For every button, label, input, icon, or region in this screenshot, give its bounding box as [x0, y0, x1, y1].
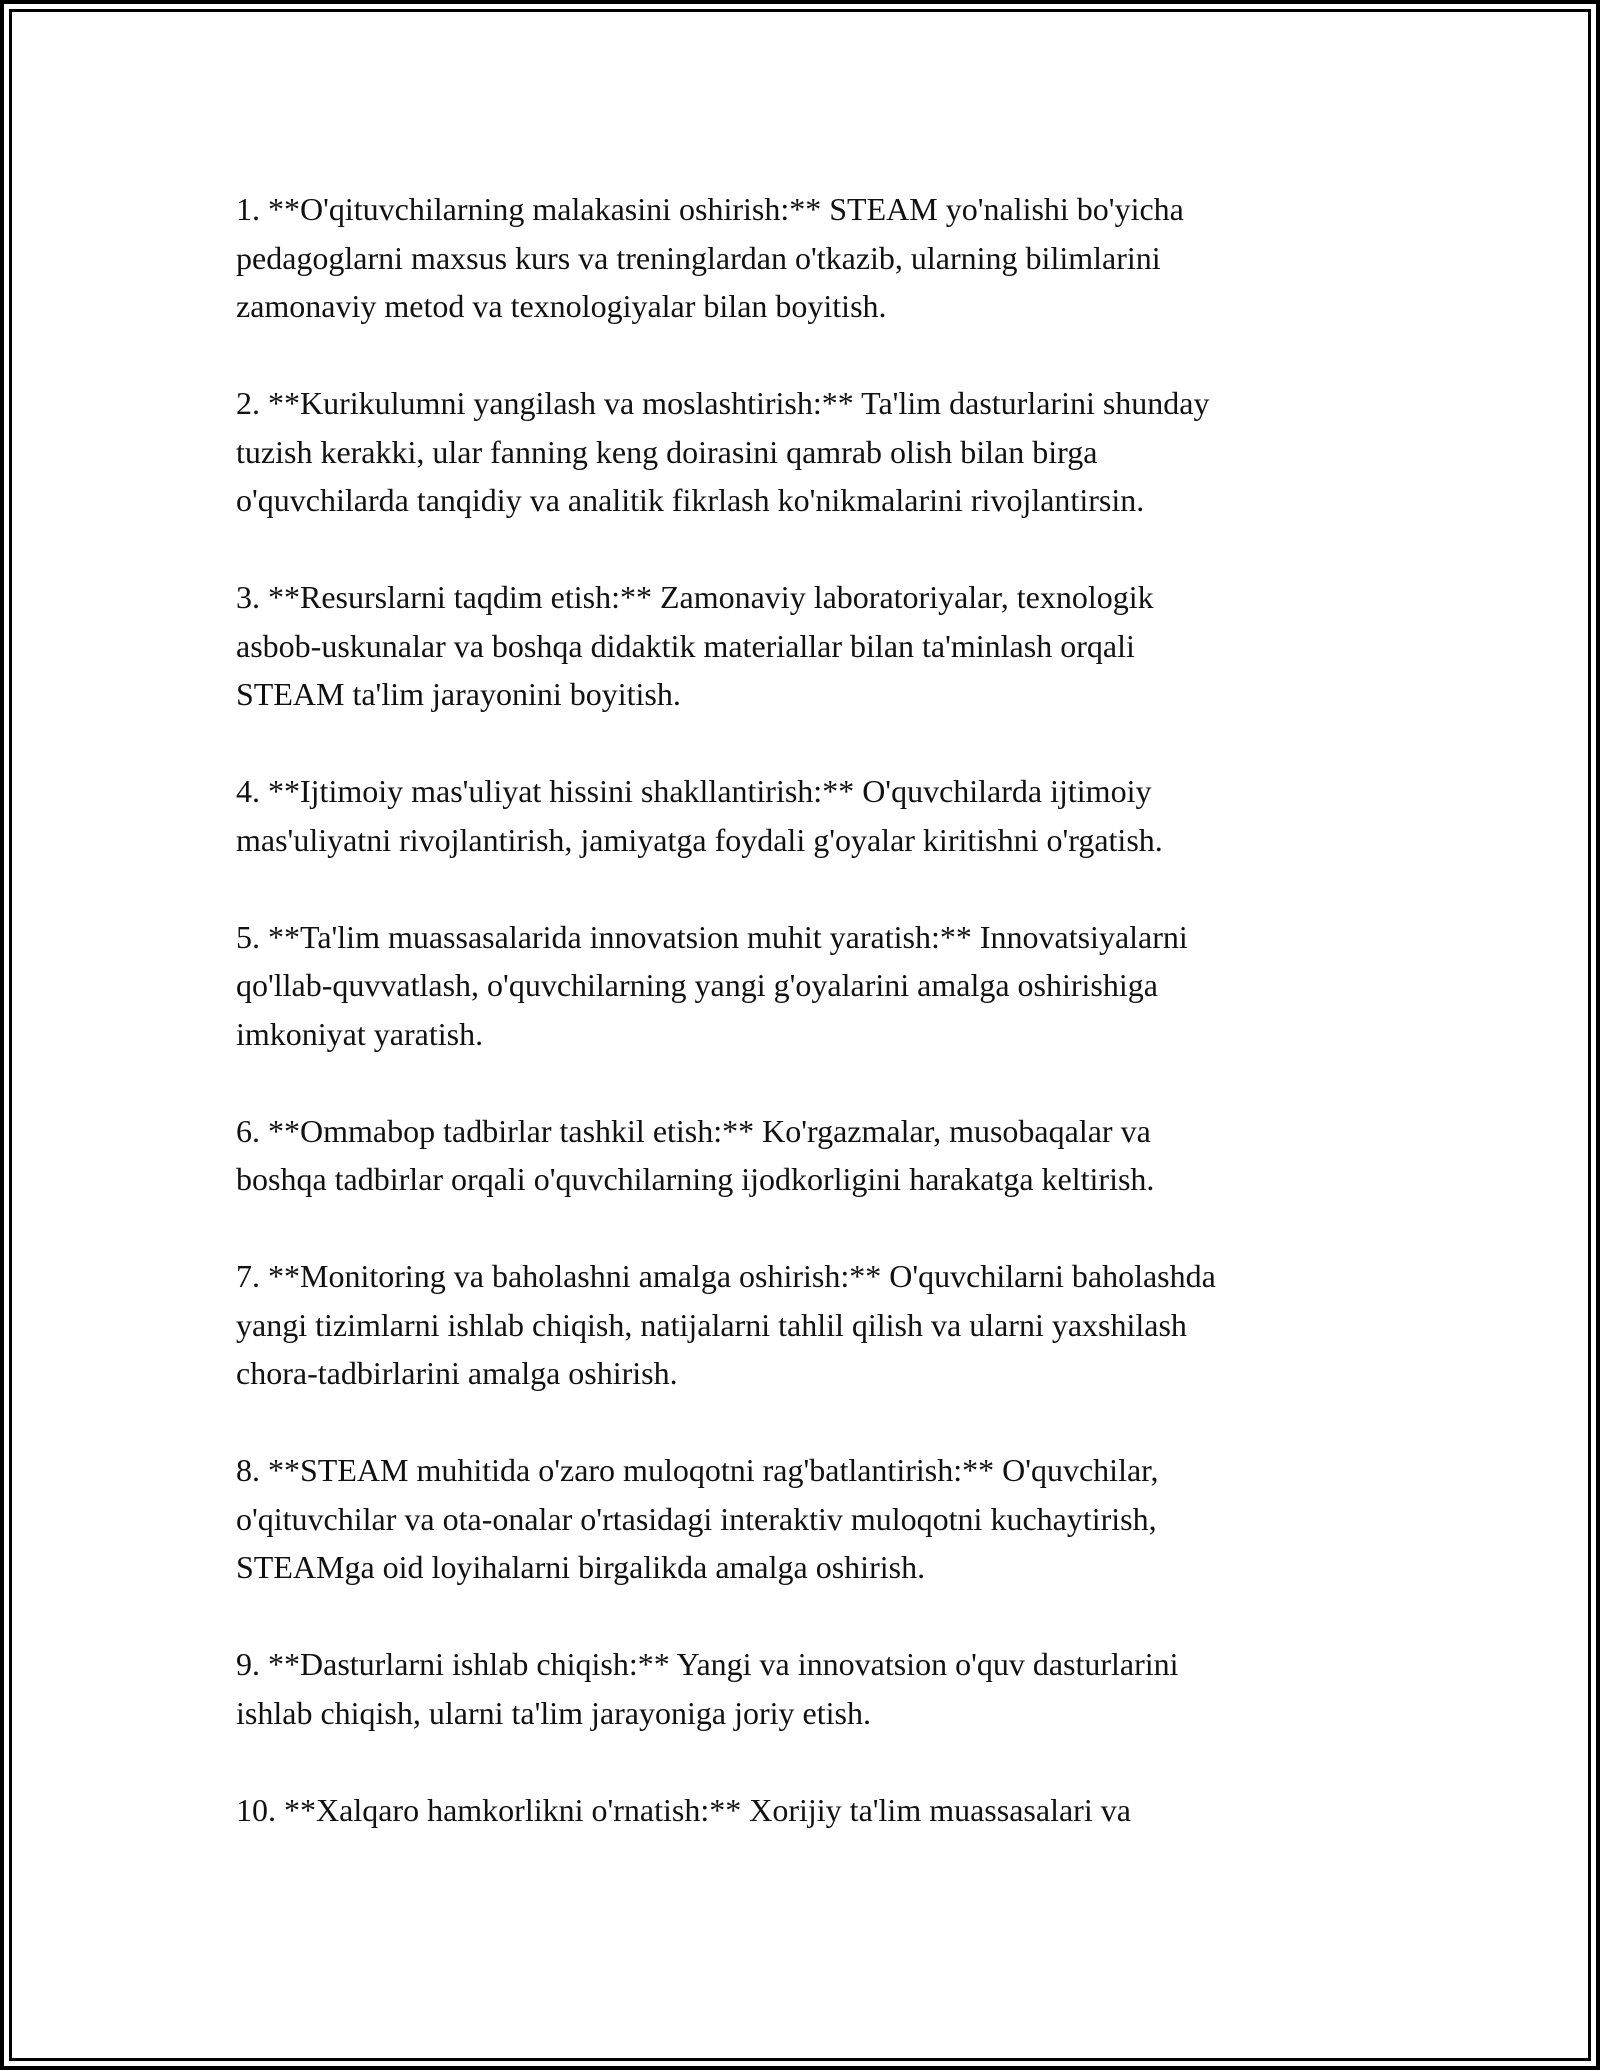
list-item-8	[236, 1446, 1386, 1592]
list-item-line: tuzish kerakki, ular fanning keng doirasini qamrab olish bilan birga	[236, 433, 1098, 470]
list-item-2	[236, 379, 1386, 525]
list-item-line: boshqa tadbirlar orqali o'quvchilarning ijodkorligini harakatga keltirish.	[236, 1161, 1155, 1197]
document-body	[236, 185, 1386, 1883]
list-item-line: ishlab chiqish, ularni ta'lim jarayoniga joriy etish.	[236, 1694, 871, 1731]
list-item-1	[236, 185, 1386, 331]
list-item-line: 4. **Ijtimoiy mas'uliyat hissini shakllantirish:** O'quvchilarda ijtimoiy	[236, 773, 1152, 809]
list-item-line: asbob-uskunalar va boshqa didaktik materiallar bilan ta'minlash orqali	[236, 627, 1135, 664]
list-item-6	[236, 1107, 1386, 1204]
list-item-line: 1. **O'qituvchilarning malakasini oshirish:** STEAM yo'nalishi bo'yicha	[236, 191, 1184, 227]
list-item-line: qo'llab-quvvatlash, o'quvchilarning yangi g'oyalarini amalga oshirishiga	[236, 967, 1158, 1003]
list-item-line: mas'uliyatni rivojlantirish, jamiyatga foydali g'oyalar kiritishni o'rgatish.	[236, 821, 1163, 858]
list-item-10	[236, 1786, 1386, 1835]
list-item-line: 2. **Kurikulumni yangilash va moslashtirish:** Ta'lim dasturlarini shunday	[236, 385, 1210, 421]
list-item-line: yangi tizimlarni ishlab chiqish, natijalarni tahlil qilish va ularni yaxshilash	[236, 1306, 1187, 1343]
list-item-line: pedagoglarni maxsus kurs va treninglardan o'tkazib, ularning bilimlarini	[236, 239, 1161, 276]
list-item-line: imkoniyat yaratish.	[236, 1015, 484, 1052]
list-item-line: 5. **Ta'lim muassasalarida innovatsion muhit yaratish:** Innovatsiyalarni	[236, 918, 1188, 955]
list-item-7	[236, 1252, 1386, 1398]
list-item-line: 9. **Dasturlarni ishlab chiqish:** Yangi va innovatsion o'quv dasturlarini	[236, 1646, 1179, 1682]
list-item-line: chora-tadbirlarini amalga oshirish.	[236, 1355, 678, 1391]
list-item-line: 3. **Resurslarni taqdim etish:** Zamonaviy laboratoriyalar, texnologik	[236, 579, 1154, 615]
list-item-line: STEAM ta'lim jarayonini boyitish.	[236, 676, 681, 712]
list-item-line: 6. **Ommabop tadbirlar tashkil etish:** Ko'rgazmalar, musobaqalar va	[236, 1112, 1151, 1149]
list-item-line: o'qituvchilar va ota-onalar o'rtasidagi interaktiv muloqotni kuchaytirish,	[236, 1500, 1157, 1537]
list-item-line: 10. **Xalqaro hamkorlikni o'rnatish:** Xorijiy ta'lim muassasalari va	[236, 1791, 1131, 1828]
list-item-line: STEAMga oid loyihalarni birgalikda amalga oshirish.	[236, 1549, 926, 1585]
list-item-line: 7. **Monitoring va baholashni amalga oshirish:** O'quvchilarni baholashda	[236, 1258, 1216, 1294]
list-item-4	[236, 767, 1386, 864]
list-item-line: o'quvchilarda tanqidiy va analitik fikrlash ko'nikmalarini rivojlantirsin.	[236, 482, 1145, 518]
list-item-3	[236, 573, 1386, 719]
list-item-5	[236, 913, 1386, 1059]
list-item-line: 8. **STEAM muhitida o'zaro muloqotni rag'batlantirish:** O'quvchilar,	[236, 1452, 1159, 1488]
list-item-9	[236, 1640, 1386, 1737]
list-item-line: zamonaviy metod va texnologiyalar bilan boyitish.	[236, 288, 887, 324]
